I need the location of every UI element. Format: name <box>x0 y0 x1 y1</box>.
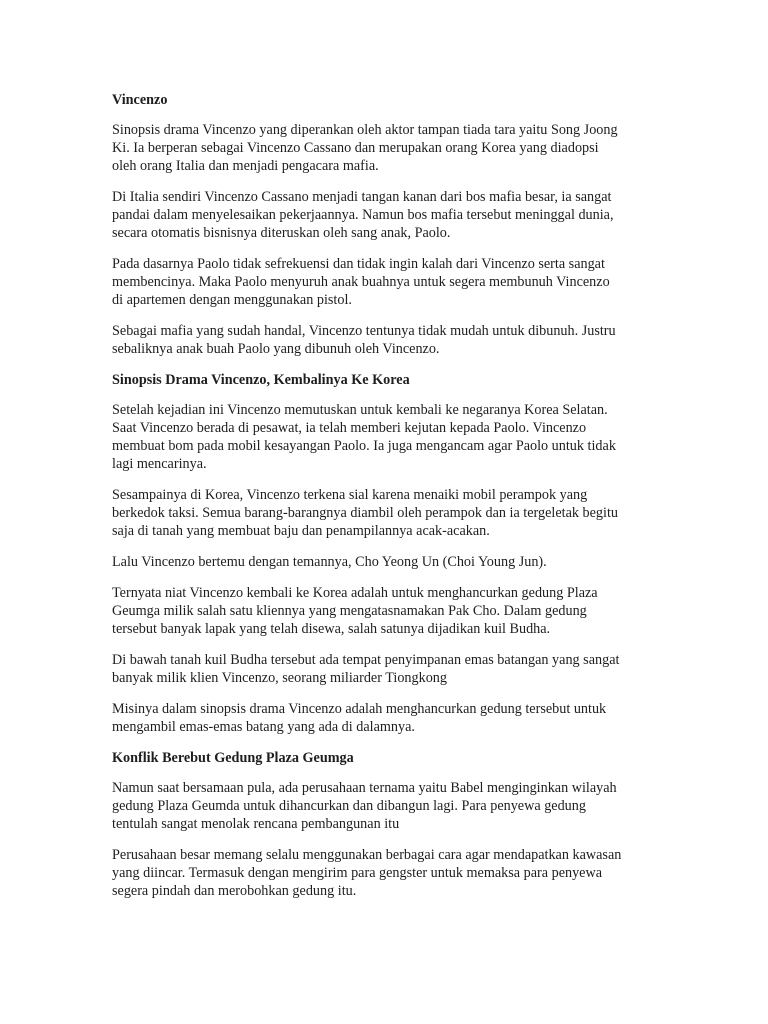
paragraph-9 <box>112 651 672 687</box>
text-line: Vincenzo <box>112 92 168 108</box>
text-line: Lalu Vincenzo bertemu dengan temannya, Cho Yeong Un (Choi Young Jun). <box>112 554 547 570</box>
paragraph-11 <box>112 779 672 833</box>
paragraph-10 <box>112 700 672 736</box>
text-line: gedung Plaza Geumda untuk dihancurkan dan dibangun lagi. Para penyewa gedung <box>112 798 586 814</box>
text-line: yang diincar. Termasuk dengan mengirim para gengster untuk memaksa para penyewa <box>112 865 603 881</box>
paragraph-6 <box>112 486 672 540</box>
text-line: Sinopsis Drama Vincenzo, Kembalinya Ke Korea <box>112 372 410 388</box>
paragraph-8 <box>112 584 672 638</box>
text-line: tersebut banyak lapak yang telah disewa, salah satunya dijadikan kuil Budha. <box>112 621 551 637</box>
text-line: Perusahaan besar memang selalu menggunakan berbagai cara agar mendapatkan kawasan <box>112 847 622 863</box>
text-line: mengambil emas-emas batang yang ada di dalamnya. <box>112 719 415 735</box>
paragraph-2 <box>112 188 672 242</box>
text-line: Sebagai mafia yang sudah handal, Vincenzo tentunya tidak mudah untuk dibunuh. Justru <box>112 323 616 339</box>
text-line: sebaliknya anak buah Paolo yang dibunuh oleh Vincenzo. <box>112 341 440 357</box>
text-line: Di Italia sendiri Vincenzo Cassano menjadi tangan kanan dari bos mafia besar, ia sangat <box>112 189 612 205</box>
document-body <box>112 91 672 913</box>
paragraph-4 <box>112 322 672 358</box>
text-line: di apartemen dengan menggunakan pistol. <box>112 292 352 308</box>
text-line: oleh orang Italia dan menjadi pengacara mafia. <box>112 158 379 174</box>
text-line: secara otomatis bisnisnya diteruskan oleh sang anak, Paolo. <box>112 225 451 241</box>
text-line: membencinya. Maka Paolo menyuruh anak buahnya untuk segera membunuh Vincenzo <box>112 274 610 290</box>
text-line: Saat Vincenzo berada di pesawat, ia telah memberi kejutan kepada Paolo. Vincenzo <box>112 420 587 436</box>
text-line: banyak milik klien Vincenzo, seorang miliarder Tiongkong <box>112 670 447 686</box>
section-heading-1 <box>112 91 672 109</box>
paragraph-1 <box>112 121 672 175</box>
text-line: Namun saat bersamaan pula, ada perusahaan ternama yaitu Babel menginginkan wilayah <box>112 780 617 796</box>
text-line: Sesampainya di Korea, Vincenzo terkena sial karena menaiki mobil perampok yang <box>112 487 588 503</box>
text-line: Geumga milik salah satu kliennya yang mengatasnamakan Pak Cho. Dalam gedung <box>112 603 587 619</box>
text-line: Setelah kejadian ini Vincenzo memutuskan untuk kembali ke negaranya Korea Selatan. <box>112 402 608 418</box>
text-line: Misinya dalam sinopsis drama Vincenzo adalah menghancurkan gedung tersebut untuk <box>112 701 607 717</box>
text-line: berkedok taksi. Semua barang-barangnya diambil oleh perampok dan ia tergeletak begitu <box>112 505 618 521</box>
text-line: lagi mencarinya. <box>112 456 207 472</box>
text-line: Di bawah tanah kuil Budha tersebut ada tempat penyimpanan emas batangan yang sangat <box>112 652 620 668</box>
section-heading-2 <box>112 371 672 389</box>
text-line: Ternyata niat Vincenzo kembali ke Korea adalah untuk menghancurkan gedung Plaza <box>112 585 598 601</box>
text-line: segera pindah dan merobohkan gedung itu. <box>112 883 357 899</box>
paragraph-3 <box>112 255 672 309</box>
text-line: Ki. Ia berperan sebagai Vincenzo Cassano dan merupakan orang Korea yang diadopsi <box>112 140 599 156</box>
section-heading-3 <box>112 749 672 767</box>
paragraph-5 <box>112 401 672 473</box>
text-line: pandai dalam menyelesaikan pekerjaannya. Namun bos mafia tersebut meninggal dunia, <box>112 207 614 223</box>
paragraph-7 <box>112 553 672 571</box>
text-line: Pada dasarnya Paolo tidak sefrekuensi dan tidak ingin kalah dari Vincenzo serta sangat <box>112 256 605 272</box>
text-line: Sinopsis drama Vincenzo yang diperankan oleh aktor tampan tiada tara yaitu Song Joong <box>112 122 618 138</box>
paragraph-12 <box>112 846 672 900</box>
text-line: saja di tanah yang membuat baju dan penampilannya acak-acakan. <box>112 523 490 539</box>
text-line: Konflik Berebut Gedung Plaza Geumga <box>112 750 354 766</box>
text-line: tentulah sangat menolak rencana pembangunan itu <box>112 816 400 832</box>
text-line: membuat bom pada mobil kesayangan Paolo. Ia juga mengancam agar Paolo untuk tidak <box>112 438 616 454</box>
